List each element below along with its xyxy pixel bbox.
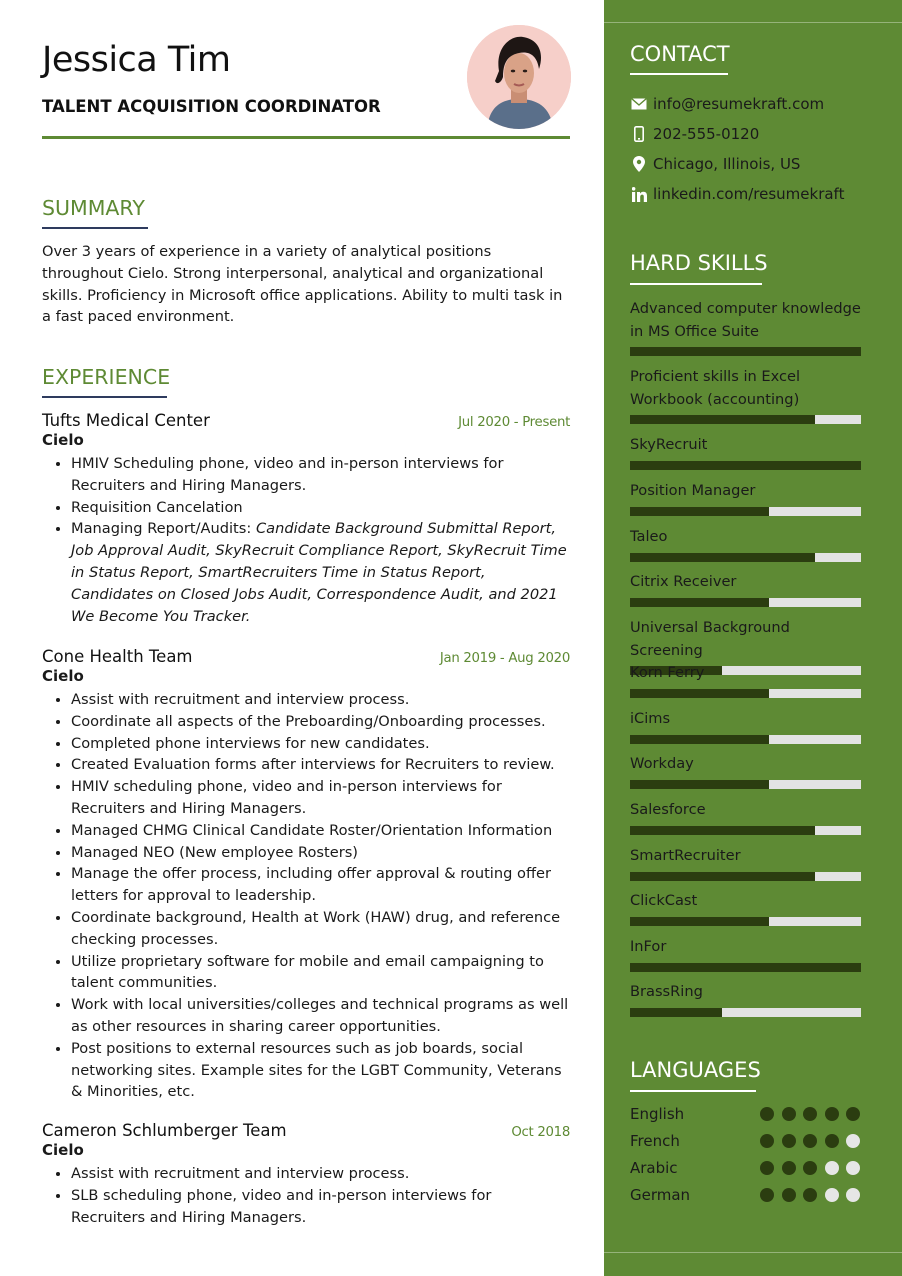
- job-bullet: • Coordinate background, Health at Work (HAW) drug, and reference checking processes.: [71, 907, 570, 951]
- job-bullet: • Requisition Cancelation: [71, 497, 570, 519]
- language-name: German: [630, 1186, 691, 1204]
- job-bullet: • SLB scheduling phone, video and in-person interviews for Recruiters and Hiring Managers.: [71, 1185, 570, 1229]
- job-bullet: • Completed phone interviews for new candidates.: [71, 733, 570, 755]
- skill-item: [630, 845, 861, 881]
- job-bullet: • Managed CHMG Clinical Candidate Roster/Orientation Information: [71, 820, 570, 842]
- map-pin-icon: [630, 155, 648, 173]
- job-bullet: • Post positions to external resources such as job boards, social networking sites. Example sites for the LGBT Community, Veterans & Minorities, etc.: [71, 1038, 570, 1103]
- rating-dot-filled: [803, 1188, 817, 1202]
- experience-heading-underline: [42, 396, 167, 398]
- language-item: [630, 1105, 860, 1123]
- rating-dot-empty: [846, 1188, 860, 1202]
- skill-name: Universal Background Screening: [630, 619, 790, 659]
- rating-dot-empty: [825, 1161, 839, 1175]
- skill-level-bar: [630, 780, 861, 789]
- skill-name: BrassRing: [630, 983, 703, 1000]
- rating-dot-filled: [760, 1161, 774, 1175]
- sidebar-bottom-divider: [604, 1252, 902, 1253]
- job-bullet: • HMIV Scheduling phone, video and in-person interviews for Recruiters and Hiring Managers.: [71, 453, 570, 497]
- skill-level-fill: [630, 507, 769, 516]
- job-bullet: • HMIV scheduling phone, video and in-person interviews for Recruiters and Hiring Managers.: [71, 776, 570, 820]
- summary-text: Over 3 years of experience in a variety of analytical positions throughout Cielo. Strong interpersonal, analytical and organizational skills. Proficiency in Microsoft office applications. Ability to multi task in a fast paced environment.: [42, 243, 563, 326]
- skill-name: Citrix Receiver: [630, 573, 737, 590]
- skill-level-bar: [630, 347, 861, 356]
- contact-email[interactable]: [630, 95, 824, 113]
- bullet-prefix: Managing Report/Audits:: [71, 520, 256, 538]
- skill-level-bar: [630, 507, 861, 516]
- skill-item: [630, 936, 861, 972]
- skill-level-fill: [630, 872, 815, 881]
- hard-skills-heading-underline: [630, 283, 762, 285]
- skill-level-fill: [630, 826, 815, 835]
- language-rating: [760, 1161, 860, 1175]
- contact-location: [630, 155, 800, 173]
- skill-level-bar: [630, 415, 861, 424]
- skill-name: InFor: [630, 938, 667, 955]
- job-bullets: [42, 689, 570, 1103]
- contact-heading-underline: [630, 73, 728, 75]
- summary-heading-underline: [42, 227, 148, 229]
- skill-name: Salesforce: [630, 801, 706, 818]
- rating-dot-filled: [846, 1107, 860, 1121]
- skill-level-fill: [630, 415, 815, 424]
- language-name: French: [630, 1132, 680, 1150]
- skill-level-fill: [630, 553, 815, 562]
- skill-level-fill: [630, 347, 861, 356]
- language-name: Arabic: [630, 1159, 678, 1177]
- rating-dot-filled: [760, 1188, 774, 1202]
- skill-name: Position Manager: [630, 482, 756, 499]
- skill-level-fill: [630, 735, 769, 744]
- language-rating: [760, 1107, 860, 1121]
- job-bullet: • Assist with recruitment and interview process.: [71, 689, 570, 711]
- skill-level-bar: [630, 917, 861, 926]
- job-dates: Jan 2019 - Aug 2020: [439, 651, 570, 666]
- job-bullet: • Utilize proprietary software for mobile and email campaigning to talent communities.: [71, 951, 570, 995]
- language-item: [630, 1186, 860, 1204]
- skill-level-fill: [630, 461, 861, 470]
- skill-item: [630, 480, 861, 516]
- contact-phone[interactable]: [630, 125, 759, 143]
- job-organization: Cielo: [42, 1141, 84, 1159]
- job-bullet: • Manage the offer process, including offer approval & routing offer letters for approval to leadership.: [71, 863, 570, 907]
- skill-level-fill: [630, 780, 769, 789]
- skill-level-fill: [630, 963, 861, 972]
- skill-name: Korn Ferry: [630, 664, 705, 681]
- skill-item: [630, 981, 861, 1017]
- rating-dot-filled: [760, 1107, 774, 1121]
- rating-dot-empty: [846, 1134, 860, 1148]
- skill-level-bar: [630, 553, 861, 562]
- job-bullet: • Coordinate all aspects of the Preboarding/Onboarding processes.: [71, 711, 570, 733]
- contact-linkedin-text: linkedin.com/resumekraft: [653, 185, 845, 203]
- rating-dot-filled: [782, 1188, 796, 1202]
- job-company: Cone Health Team: [42, 647, 193, 666]
- linkedin-icon: [630, 185, 648, 203]
- skill-item: [630, 890, 861, 926]
- skill-name: Proficient skills in Excel Workbook (accounting): [630, 368, 801, 408]
- skill-item: [630, 571, 861, 607]
- skill-level-bar: [630, 461, 861, 470]
- skill-level-fill: [630, 598, 769, 607]
- skill-name: Advanced computer knowledge in MS Office Suite: [630, 300, 861, 340]
- skill-level-bar: [630, 735, 861, 744]
- mobile-phone-icon: [630, 125, 648, 143]
- rating-dot-filled: [782, 1134, 796, 1148]
- skill-item: [630, 662, 861, 698]
- skill-item: [630, 298, 861, 356]
- rating-dot-empty: [825, 1188, 839, 1202]
- skill-level-bar: [630, 689, 861, 698]
- summary-heading: SUMMARY: [42, 196, 145, 220]
- header-divider: [42, 136, 570, 139]
- language-name: English: [630, 1105, 685, 1123]
- skill-item: [630, 526, 861, 562]
- experience-heading: EXPERIENCE: [42, 365, 171, 389]
- skill-level-bar: [630, 598, 861, 607]
- job-bullet: [71, 518, 570, 627]
- job-entry-cameron: [42, 1121, 570, 1228]
- rating-dot-filled: [803, 1161, 817, 1175]
- skill-item: [630, 708, 861, 744]
- skill-level-bar: [630, 963, 861, 972]
- rating-dot-filled: [782, 1161, 796, 1175]
- job-bullets: [42, 1163, 570, 1228]
- job-bullet: • Assist with recruitment and interview process.: [71, 1163, 570, 1185]
- skill-name: SkyRecruit: [630, 436, 708, 453]
- language-rating: [760, 1188, 860, 1202]
- skill-name: ClickCast: [630, 892, 698, 909]
- candidate-name: Jessica Tim: [42, 40, 231, 80]
- profile-photo: [467, 25, 571, 129]
- contact-heading: CONTACT: [630, 42, 730, 66]
- job-bullets: [42, 453, 570, 627]
- rating-dot-filled: [825, 1107, 839, 1121]
- contact-email-text: info@resumekraft.com: [653, 95, 825, 113]
- job-company: Cameron Schlumberger Team: [42, 1121, 287, 1140]
- contact-phone-text: 202-555-0120: [653, 125, 760, 143]
- skill-level-bar: [630, 872, 861, 881]
- contact-location-text: Chicago, Illinois, US: [653, 155, 801, 173]
- job-bullet: • Work with local universities/colleges and technical programs as well as other resources in sharing career opportunities.: [71, 994, 570, 1038]
- job-dates: Jul 2020 - Present: [458, 415, 570, 430]
- skill-item: [630, 434, 861, 470]
- language-item: [630, 1159, 860, 1177]
- languages-heading: LANGUAGES: [630, 1058, 761, 1082]
- skill-name: Taleo: [630, 528, 668, 545]
- skill-level-bar: [630, 826, 861, 835]
- skill-level-fill: [630, 689, 769, 698]
- skill-item: [630, 799, 861, 835]
- job-entry-cone-health: [42, 647, 570, 1103]
- skill-name: iCims: [630, 710, 671, 727]
- job-bullet: • Created Evaluation forms after interviews for Recruiters to review.: [71, 754, 570, 776]
- skill-level-fill: [630, 917, 769, 926]
- skill-level-fill: [630, 1008, 722, 1017]
- hard-skills-heading: HARD SKILLS: [630, 251, 768, 275]
- rating-dot-filled: [803, 1107, 817, 1121]
- bullet-italic-text: Candidate Background Submittal Report, Job Approval Audit, SkyRecruit Compliance Report, SkyRecruit Time in Status Report, SmartRecruiters Time in Status Report, Candidates on Closed Jobs Audit, Correspondence Audit, and 2021 We Become You Tracker.: [71, 520, 567, 625]
- rating-dot-filled: [782, 1107, 796, 1121]
- rating-dot-filled: [803, 1134, 817, 1148]
- job-entry-tufts: [42, 411, 570, 627]
- contact-linkedin[interactable]: [630, 185, 844, 203]
- sidebar-top-divider: [604, 22, 902, 23]
- languages-heading-underline: [630, 1090, 756, 1092]
- skill-level-bar: [630, 1008, 861, 1017]
- rating-dot-empty: [846, 1161, 860, 1175]
- skill-name: Workday: [630, 755, 694, 772]
- rating-dot-filled: [825, 1134, 839, 1148]
- skill-item: [630, 366, 861, 424]
- skill-item: [630, 753, 861, 789]
- rating-dot-filled: [760, 1134, 774, 1148]
- language-item: [630, 1132, 860, 1150]
- envelope-icon: [630, 95, 648, 113]
- job-company: Tufts Medical Center: [42, 411, 210, 430]
- job-bullet: • Managed NEO (New employee Rosters): [71, 842, 570, 864]
- skill-name: SmartRecruiter: [630, 847, 741, 864]
- language-rating: [760, 1134, 860, 1148]
- job-organization: Cielo: [42, 667, 84, 685]
- job-title: TALENT ACQUISITION COORDINATOR: [42, 97, 381, 116]
- job-organization: Cielo: [42, 431, 84, 449]
- job-dates: Oct 2018: [511, 1125, 570, 1140]
